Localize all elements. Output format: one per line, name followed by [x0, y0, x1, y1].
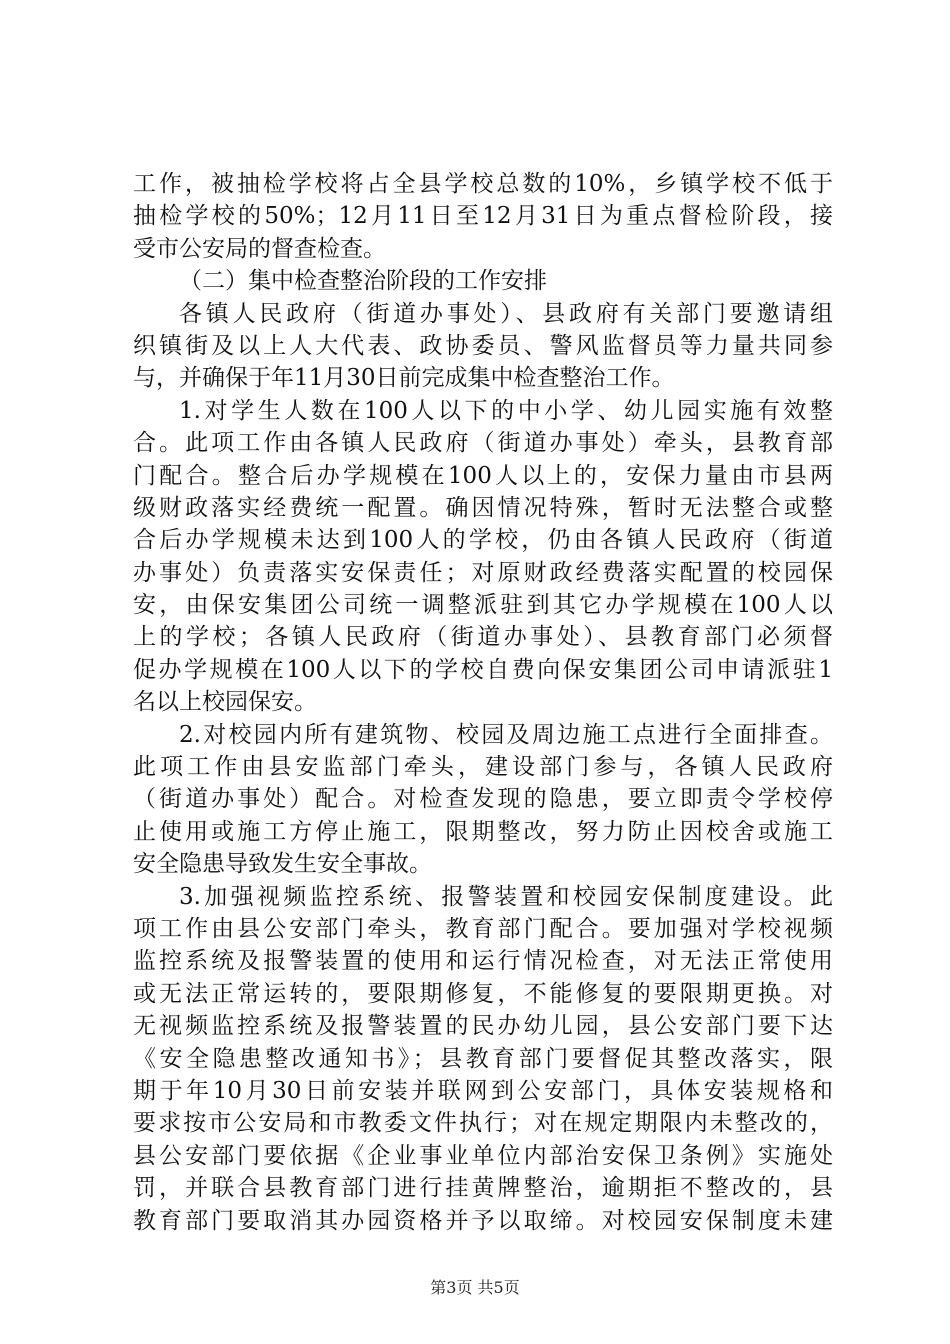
text-line: 3.加强视频监控系统、报警装置和校园安保制度建设。此 — [179, 883, 833, 910]
text-line: 项工作由县公安部门牵头，教育部门配合。要加强对学校视频 — [133, 915, 833, 942]
text-line: （二）集中检查整治阶段的工作安排 — [179, 268, 547, 295]
text-line: 安，由保安集团公司统一调整派驻到其它办学规模在100人以 — [133, 592, 833, 619]
text-line: 止使用或施工方停止施工，限期整改，努力防止因校舍或施工 — [133, 818, 833, 845]
text-line: 或无法正常运转的，要限期修复，不能修复的要限期更换。对 — [133, 980, 833, 1007]
text-line: 罚，并联合县教育部门进行挂黄牌整治，逾期拒不整改的，县 — [133, 1175, 833, 1202]
text-line: 促办学规模在100人以下的学校自费向保安集团公司申请派驻1 — [133, 656, 833, 683]
text-line: 监控系统及报警装置的使用和运行情况检查，对无法正常使用 — [133, 948, 833, 975]
text-line: 上的学校；各镇人民政府（街道办事处）、县教育部门必须督 — [133, 624, 833, 651]
text-line: 无视频监控系统及报警装置的民办幼儿园，县公安部门要下达 — [133, 1013, 833, 1040]
text-line: 名以上校园保安。 — [133, 689, 317, 716]
text-line: 办事处）负责落实安保责任；对原财政经费落实配置的校园保 — [133, 559, 833, 586]
text-line: 《安全隐患整改通知书》；县教育部门要督促其整改落实，限 — [133, 1045, 833, 1072]
page-footer: 第3页 共5页 — [430, 1278, 520, 1297]
text-line: 工作，被抽检学校将占全县学校总数的10%，乡镇学校不低于 — [133, 171, 833, 197]
text-line: 受市公安局的督查检查。 — [133, 235, 386, 262]
text-line: 级财政落实经费统一配置。确因情况特殊，暂时无法整合或整 — [133, 494, 833, 521]
text-line: 1.对学生人数在100人以下的中小学、幼儿园实施有效整 — [179, 397, 833, 424]
document-body — [133, 168, 833, 1237]
text-line: 安全隐患导致发生安全事故。 — [133, 851, 432, 878]
text-line: 县公安部门要依据《企业事业单位内部治安保卫条例》实施处 — [133, 1142, 833, 1169]
text-line: 织镇街及以上人大代表、政协委员、警风监督员等力量共同参 — [133, 332, 833, 359]
text-line: 抽检学校的50%；12月11日至12月31日为重点督检阶段，接 — [133, 203, 833, 230]
text-line: 教育部门要取消其办园资格并予以取缔。对校园安保制度未建 — [133, 1207, 833, 1234]
text-line: 要求按市公安局和市教委文件执行；对在规定期限内未整改的， — [133, 1110, 833, 1137]
text-line: （街道办事处）配合。对检查发现的隐患，要立即责令学校停 — [133, 786, 833, 813]
text-line: 各镇人民政府（街道办事处）、县政府有关部门要邀请组 — [179, 300, 833, 327]
text-line: 此项工作由县安监部门牵头，建设部门参与，各镇人民政府 — [133, 754, 833, 781]
text-line: 2.对校园内所有建筑物、校园及周边施工点进行全面排查。 — [179, 721, 833, 748]
text-line: 合后办学规模未达到100人的学校，仍由各镇人民政府（街道 — [133, 527, 833, 554]
text-line: 与，并确保于年11月30日前完成集中检查整治工作。 — [133, 365, 675, 392]
text-line: 合。此项工作由各镇人民政府（街道办事处）牵头，县教育部 — [133, 430, 833, 457]
text-line: 期于年10月30日前安装并联网到公安部门，具体安装规格和 — [133, 1077, 833, 1104]
text-line: 门配合。整合后办学规模在100人以上的，安保力量由市县两 — [133, 462, 833, 489]
